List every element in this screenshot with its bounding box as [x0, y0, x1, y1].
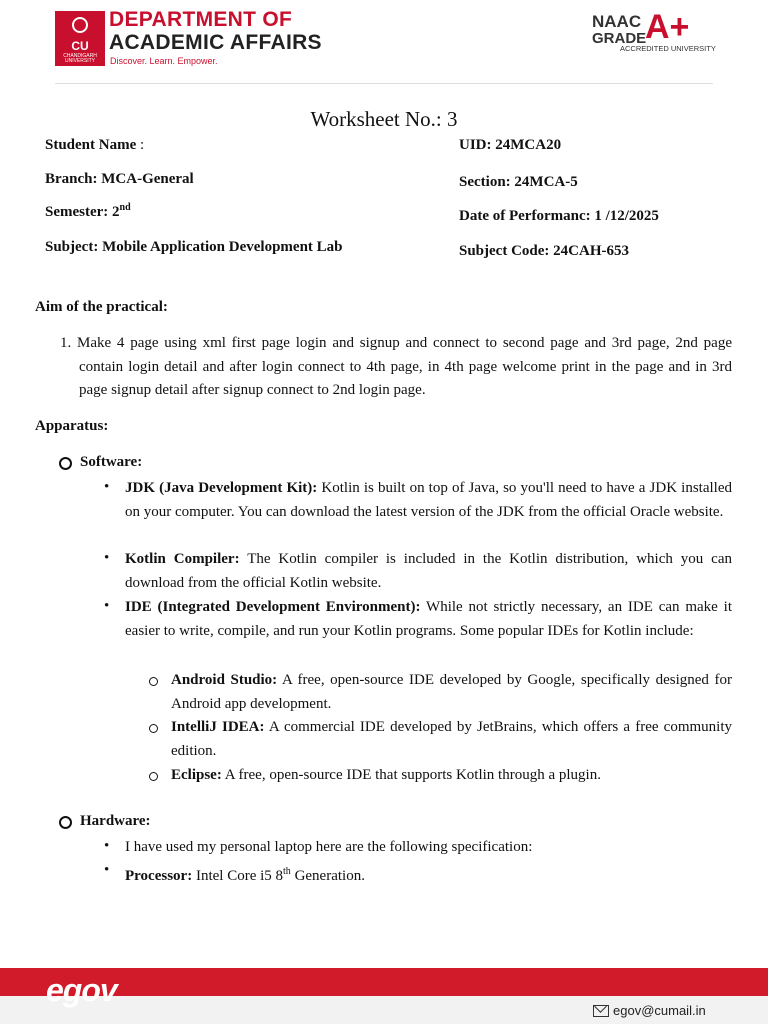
aim-item-text: Make 4 page using xml first page login and signup and connect to second page and 3rd page, 2nd page contain login detail and after login connect to 4th page, in 4th page welcome print in the page and in 3rd page signup detail after signup connect to 2nd login page. — [77, 335, 732, 398]
section-bullet-icon — [59, 457, 72, 470]
tagline: Discover. Learn. Empower. — [110, 56, 218, 66]
bullet-icon: • — [104, 550, 110, 566]
worksheet-title: Worksheet No.: 3 — [310, 107, 458, 131]
branch-field: Branch: MCA-General — [45, 171, 194, 187]
mail-icon — [593, 1005, 609, 1017]
subject-code-field: Subject Code: 24CAH-653 — [459, 243, 629, 259]
grade-value: A+ — [645, 8, 690, 46]
uid-field: UID: 24MCA20 — [459, 137, 562, 153]
software-item-compiler: Kotlin Compiler: The Kotlin compiler is included in the Kotlin distribution, which you can download from the official Kotlin website. — [125, 551, 732, 591]
ide-item-android-studio: Android Studio: A free, open-source IDE developed by Google, specifically designed for Android app development. — [171, 672, 732, 712]
bullet-icon: • — [104, 862, 110, 878]
ide-item-eclipse: Eclipse: A free, open-source IDE that supports Kotlin through a plugin. — [171, 767, 601, 783]
footer-email[interactable]: egov@cumail.in — [613, 1003, 706, 1018]
logo-subtext: CHANDIGARH UNIVERSITY — [63, 53, 97, 64]
aim-heading: Aim of the practical: — [35, 299, 168, 315]
egov-logo: egov — [46, 972, 117, 1008]
sub-bullet-icon — [149, 772, 158, 781]
department-subtitle: ACADEMIC AFFAIRS — [109, 31, 322, 54]
department-title: DEPARTMENT OF — [109, 8, 293, 31]
sub-bullet-icon — [149, 724, 158, 733]
emblem-icon — [72, 17, 88, 33]
grade-label: GRADE — [592, 30, 647, 47]
hardware-item-laptop: I have used my personal laptop here are the following specification: — [125, 839, 533, 855]
naac-label: NAAC — [592, 12, 642, 31]
apparatus-heading: Apparatus: — [35, 418, 109, 434]
student-name-field: Student Name : — [45, 137, 145, 153]
section-field: Section: 24MCA-5 — [459, 174, 578, 190]
header-divider — [55, 83, 713, 84]
university-logo — [55, 11, 105, 66]
logo-text: CU — [71, 39, 89, 53]
software-item-jdk: JDK (Java Development Kit): Kotlin is built on top of Java, so you'll need to have a JDK installed on your computer. You can download the latest version of the JDK from the official Oracle website. — [125, 480, 732, 520]
aim-item-number: 1. — [60, 335, 72, 351]
section-bullet-icon — [59, 816, 72, 829]
subject-field: Subject: Mobile Application Development Lab — [45, 239, 343, 255]
hardware-item-processor: Processor: Intel Core i5 8th Generation. — [125, 866, 365, 884]
sub-bullet-icon — [149, 677, 158, 686]
software-item-ide: IDE (Integrated Development Environment): While not strictly necessary, an IDE can make it easier to write, compile, and run your Kotlin programs. Some popular IDEs for Kotlin include: — [125, 599, 732, 639]
semester-field: Semester: 2nd — [45, 202, 131, 220]
hardware-heading: Hardware: — [80, 813, 151, 829]
bullet-icon: • — [104, 479, 110, 495]
software-heading: Software: — [80, 454, 143, 470]
date-field: Date of Performanc: 1 /12/2025 — [459, 208, 659, 224]
ide-item-intellij: IntelliJ IDEA: A commercial IDE developed by JetBrains, which offers a free community edition. — [171, 719, 732, 759]
accreditation-label: ACCREDITED UNIVERSITY — [620, 44, 716, 53]
bullet-icon: • — [104, 598, 110, 614]
bullet-icon: • — [104, 838, 110, 854]
